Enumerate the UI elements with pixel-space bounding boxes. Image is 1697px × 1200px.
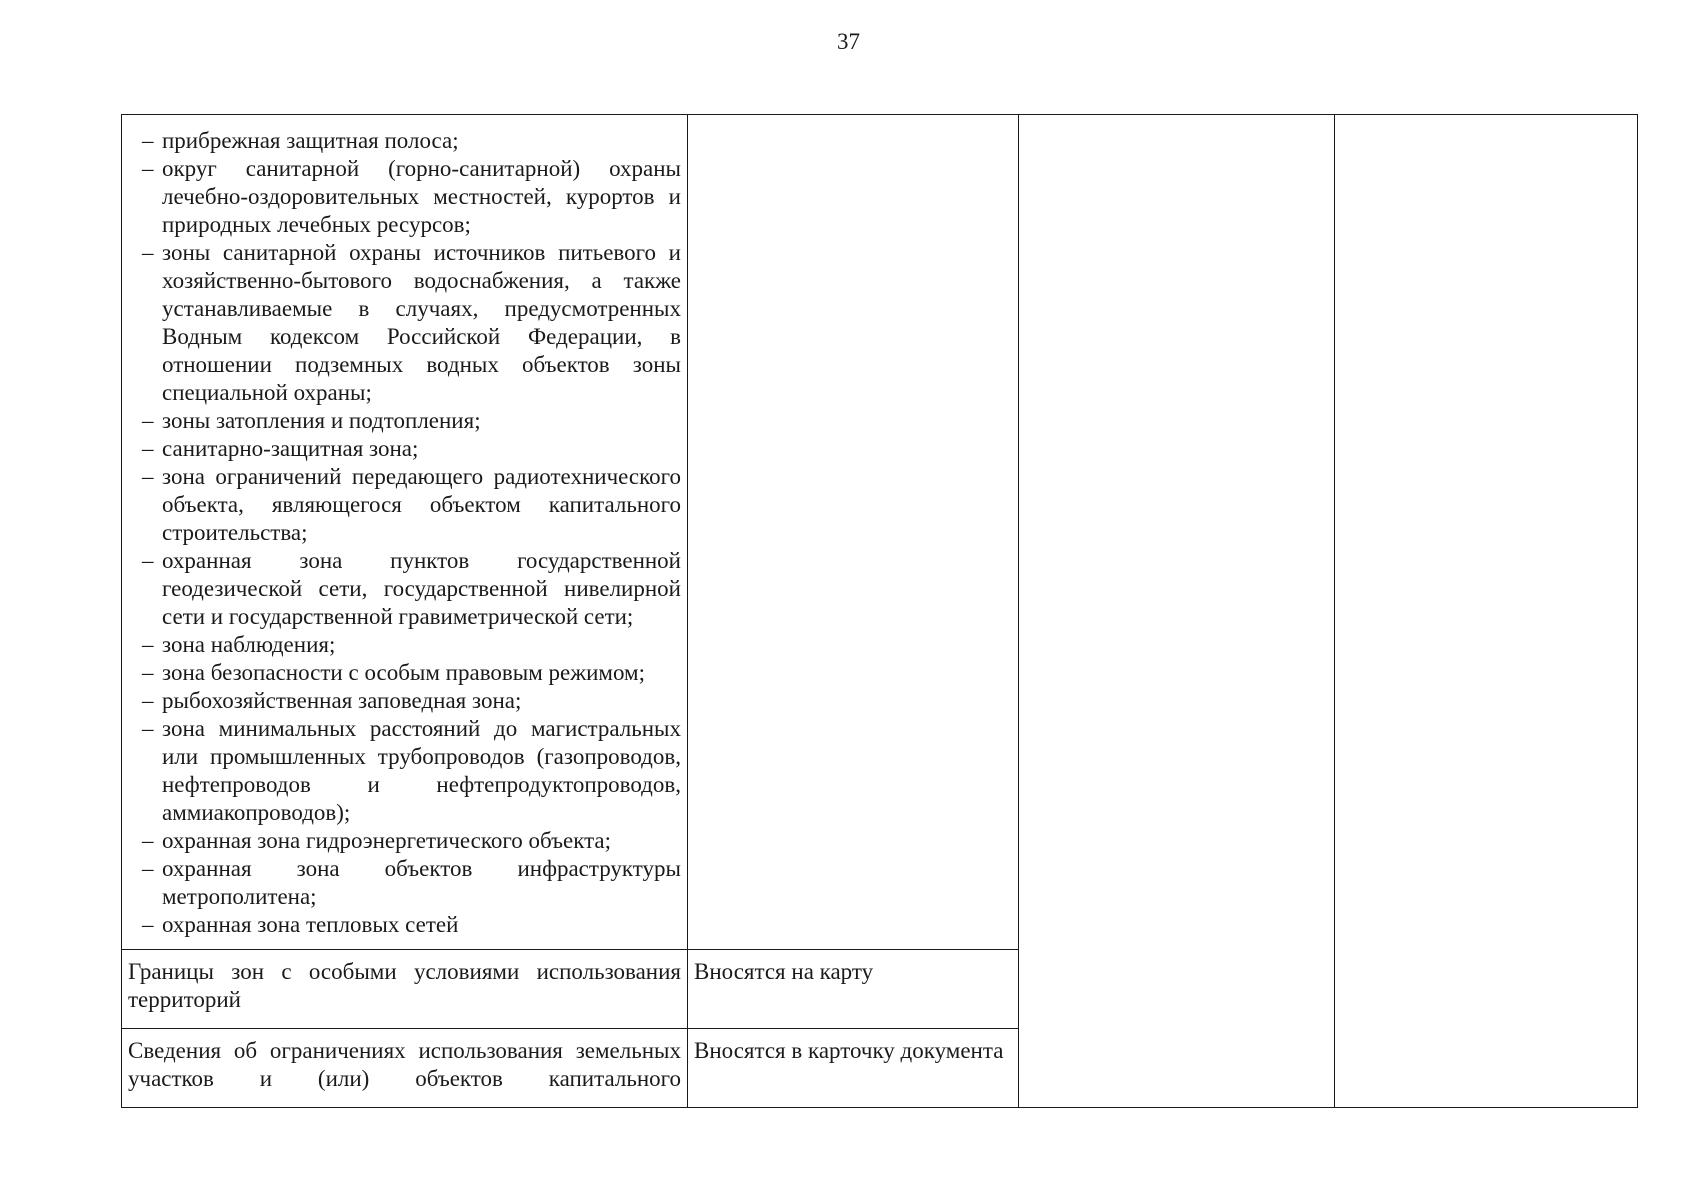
empty-cell — [1335, 115, 1638, 1108]
boundaries-label: Границы зон с особыми условиями использования территорий — [122, 950, 688, 1029]
document-table — [121, 114, 1638, 1108]
list-item: – охранная зона тепловых сетей — [128, 911, 681, 939]
list-item: – прибрежная защитная полоса; — [128, 127, 681, 155]
boundaries-value: Вносятся на карту — [688, 950, 1019, 1029]
list-item: – зона минимальных расстояний до магистральных или промышленных трубопроводов (газопроводов, нефтепроводов и нефтепродуктопроводов, аммиакопроводов); — [128, 715, 681, 827]
list-item: – охранная зона объектов инфраструктуры метрополитена; — [128, 855, 681, 911]
list-item: – охранная зона гидроэнергетического объекта; — [128, 827, 681, 855]
list-item: – зоны затопления и подтопления; — [128, 407, 681, 435]
page-number: 37 — [837, 29, 860, 54]
zone-list-cell — [122, 115, 688, 950]
zone-list — [128, 123, 681, 943]
list-item: – санитарно-защитная зона; — [128, 435, 681, 463]
list-item: – округ санитарной (горно-санитарной) охраны лечебно-оздоровительных местностей, курортов и природных лечебных ресурсов; — [128, 155, 681, 239]
table-row-zone-list — [122, 115, 1638, 950]
list-item: – зоны санитарной охраны источников питьевого и хозяйственно-бытового водоснабжения, а также устанавливаемые в случаях, предусмотренных Водным кодексом Российской Федерации, в отношении подземных водных объектов зоны специальной охраны; — [128, 239, 681, 407]
empty-cell — [688, 115, 1019, 950]
restrictions-label: Сведения об ограничениях использования земельных участков и (или) объектов капитального — [122, 1029, 688, 1108]
empty-cell — [1019, 115, 1335, 1108]
list-item: – зона ограничений передающего радиотехнического объекта, являющегося объектом капитального строительства; — [128, 463, 681, 547]
list-item: – рыбохозяйственная заповедная зона; — [128, 687, 681, 715]
list-item: – зона безопасности с особым правовым режимом; — [128, 659, 681, 687]
list-item: – зона наблюдения; — [128, 631, 681, 659]
restrictions-value: Вносятся в карточку документа — [688, 1029, 1019, 1108]
list-item: – охранная зона пунктов государственной геодезической сети, государственной нивелирной сети и государственной гравиметрической сети; — [128, 547, 681, 631]
